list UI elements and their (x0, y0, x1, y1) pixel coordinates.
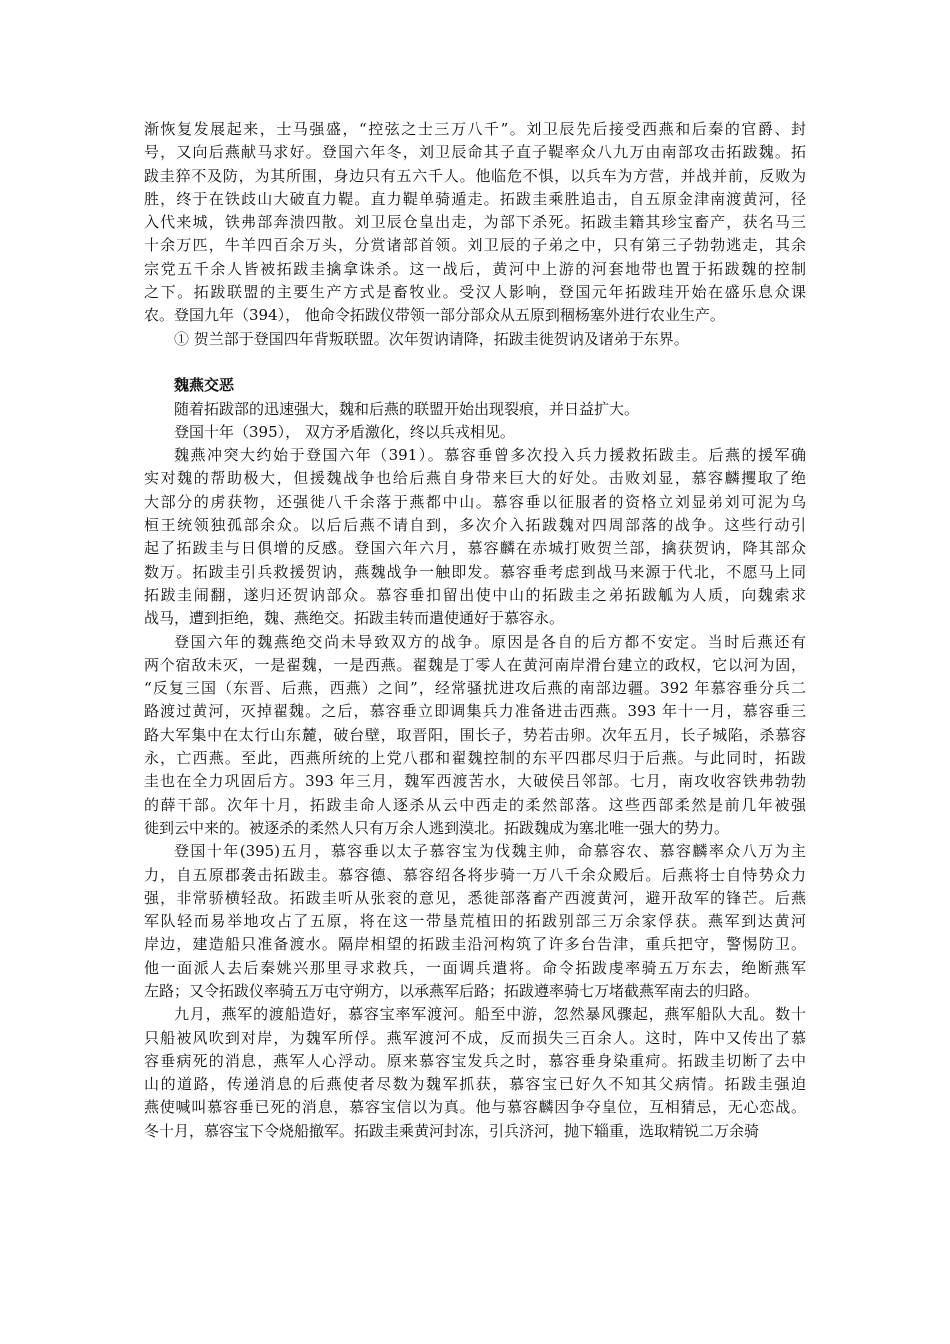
text-line: 数万。拓跋圭引兵救援贺讷，燕魏战争一触即发。慕容垂考虑到战马来源于代北，不愿马上同 (144, 562, 806, 581)
paragraph (144, 421, 806, 444)
text-line: 徙到云中来的。被逐杀的柔然人只有万余人逃到漠北。拓跋魏成为塞北唯一强大的势力。 (144, 818, 730, 837)
text-line: 两个宿敌未灭，一是翟魏，一是西燕。翟魏是丁零人在黄河南岸滑台建立的政权，它以河为固， (144, 655, 806, 674)
document-page (144, 118, 806, 1143)
text-line: 路大军集中在太行山东麓，破台壁，取晋阳，围长子，势若击卵。次年五月，长子城陷，杀慕容 (144, 725, 806, 744)
text-line: 九月，燕军的渡船造好，慕容宝率军渡河。船至中游，忽然暴风骤起，燕军船队大乱。数十 (174, 1005, 806, 1024)
text-line: 他一面派人去后秦姚兴那里寻求救兵，一面调兵遣将。命令拓跋虔率骑五万东去，绝断燕军 (144, 958, 806, 977)
section-heading: 魏燕交恶 (174, 376, 235, 395)
text-line: 胜，终于在铁歧山大破直力鞮。直力鞮单骑遁走。拓跋圭乘胜追击，自五原金津南渡黄河，径 (144, 189, 806, 208)
text-line: 岸边，建造船只准备渡水。隔岸相望的拓跋圭沿河构筑了许多台告津，重兵把守，警惕防卫。 (144, 935, 806, 954)
text-line: 圭也在全力巩固后方。393 年三月，魏军西渡苦水，大破侯吕邻部。七月，南攻收容铁弗勃勃 (144, 772, 806, 791)
text-line: 桓王统领独孤部余众。以后后燕不请自到，多次介入拓跋魏对四周部落的战争。这些行动引 (144, 516, 806, 535)
paragraph (144, 328, 806, 351)
paragraph (144, 118, 806, 328)
paragraph (144, 398, 806, 421)
text-line: 农。登国九年（394）， 他命令拓跋仪带领一部分部众从五原到稒杨塞外进行农业生产。 (144, 306, 725, 325)
text-line: 登国十年（395）， 双方矛盾激化，终以兵戎相见。 (174, 422, 515, 441)
text-line: 宗党五千余人皆被拓跋圭擒拿诛杀。这一战后，黄河中上游的河套地带也置于拓跋魏的控制 (144, 259, 806, 278)
text-line: 战马，遭到拒绝，魏、燕绝交。拓跋圭转而遣使通好于慕容永。 (144, 609, 565, 628)
text-line: 强，非常骄横轻敌。拓跋圭听从张衮的意见，悉徙部落畜产西渡黄河，避开敌军的锋芒。后燕 (144, 888, 806, 907)
text-line: 登国六年的魏燕绝交尚未导致双方的战争。原因是各自的后方都不安定。当时后燕还有 (174, 632, 806, 651)
text-line: 渐恢复发展起来，士马强盛，“控弦之士三万八千”。刘卫辰先后接受西燕和后秦的官爵、封 (144, 120, 806, 138)
text-line: 跋圭猝不及防，为其所围，身边只有五六千人。他临危不惧，以兵车为方营，并战并前，反败为 (144, 166, 806, 185)
text-line: 只船被风吹到对岸，为魏军所俘。燕军渡河不成，反而损失三百余人。这时，阵中又传出了慕 (144, 1028, 806, 1047)
text-line: 大部分的虏获物，还强徙八千余落于燕都中山。慕容垂以征服者的资格立刘显弟刘可泥为乌 (144, 492, 806, 511)
text-line: ① 贺兰部于登国四年背叛联盟。次年贺讷请降，拓跋圭徙贺讷及诸弟于东界。 (174, 329, 689, 348)
paragraph (144, 840, 806, 1003)
text-line: 十余万匹，牛羊四百余万头，分赏诸部首领。刘卫辰的子弟之中，只有第三子勃勃逃走，其余 (144, 236, 806, 255)
text-line: 起了拓跋圭与日俱增的反感。登国六年六月，慕容麟在赤城打败贺兰部，擒获贺讷，降其部众 (144, 539, 806, 558)
text-line: 随着拓跋部的迅速强大，魏和后燕的联盟开始出现裂痕，并日益扩大。 (174, 399, 640, 418)
text-line: “反复三国（东晋、后燕，西燕）之间”，经常骚扰进攻后燕的南部边疆。392 年慕容垂分兵二 (144, 679, 806, 698)
text-line: 魏燕冲突大约始于登国六年（391）。慕容垂曾多次投入兵力援救拓跋圭。后燕的援军确 (174, 446, 806, 465)
text-line: 永，亡西燕。至此，西燕所统的上党八郡和翟魏控制的东平四郡尽归于后燕。与此同时，拓跋 (144, 749, 806, 768)
text-line: 冬十月，慕容宝下令烧船撤军。拓跋圭乘黄河封冻，引兵济河，抛下辎重，选取精锐二万余骑 (144, 1121, 760, 1140)
text-line: 拓跋圭闹翻，遂归还贺讷部众。慕容垂扣留出使中山的拓跋圭之弟拓跋觚为人质，向魏索求 (144, 585, 806, 604)
text-line: 力，自五原郡袭击拓跋圭。慕容德、慕容绍各将步骑一万八千余众殿后。后燕将士自恃势众力 (144, 865, 806, 884)
paragraph (144, 444, 806, 630)
text-line: 路渡过黄河，灭掉翟魏。之后，慕容垂立即调集兵力准备进击西燕。393 年十一月，慕容垂三 (144, 702, 806, 721)
text-line: 军队轻而易举地攻占了五原，将在这一带垦荒植田的拓跋别部三万余家俘获。燕军到达黄河 (144, 912, 806, 931)
blank-line (144, 351, 806, 374)
text-line: 之下。拓跋联盟的主要生产方式是畜牧业。受汉人影响，登国元年拓跋珪开始在盛乐息众课 (144, 283, 806, 302)
text-line: 号，又向后燕献马求好。登国六年冬，刘卫辰命其子直子鞮率众八九万由南部攻击拓跋魏。拓 (144, 143, 806, 162)
text-line: 燕使喊叫慕容垂已死的消息，慕容宝信以为真。他与慕容麟因争夺皇位，互相猜忌，无心恋战。 (144, 1098, 806, 1117)
text-line: 山的道路，传递消息的后燕使者尽数为魏军抓获，慕容宝已好久不知其父病情。拓跋圭强迫 (144, 1075, 806, 1094)
text-line: 实对魏的帮助极大，但援魏战争也给后燕自身带来巨大的好处。击败刘显，慕容麟攫取了绝 (144, 469, 806, 488)
text-line: 登国十年(395)五月，慕容垂以太子慕容宝为伐魏主帅，命慕容农、慕容麟率众八万为主 (174, 842, 806, 861)
text-line: 左路；又令拓跋仪率骑五万屯守朔方，以承燕军后路；拓跋遵率骑七万堵截燕军南去的归路。 (144, 981, 760, 1000)
text-line: 入代来城，铁弗部奔溃四散。刘卫辰仓皇出走，为部下杀死。拓跋圭籍其珍宝畜产，获名马三 (144, 213, 806, 232)
text-line: 容垂病死的消息，燕军人心浮动。原来慕容宝发兵之时，慕容垂身染重疴。拓跋圭切断了去中 (144, 1051, 806, 1070)
text-line: 的薛干部。次年十月，拓跋圭命人逐杀从云中西走的柔然部落。这些西部柔然是前几年被强 (144, 795, 806, 814)
paragraph (144, 1003, 806, 1143)
paragraph (144, 631, 806, 841)
